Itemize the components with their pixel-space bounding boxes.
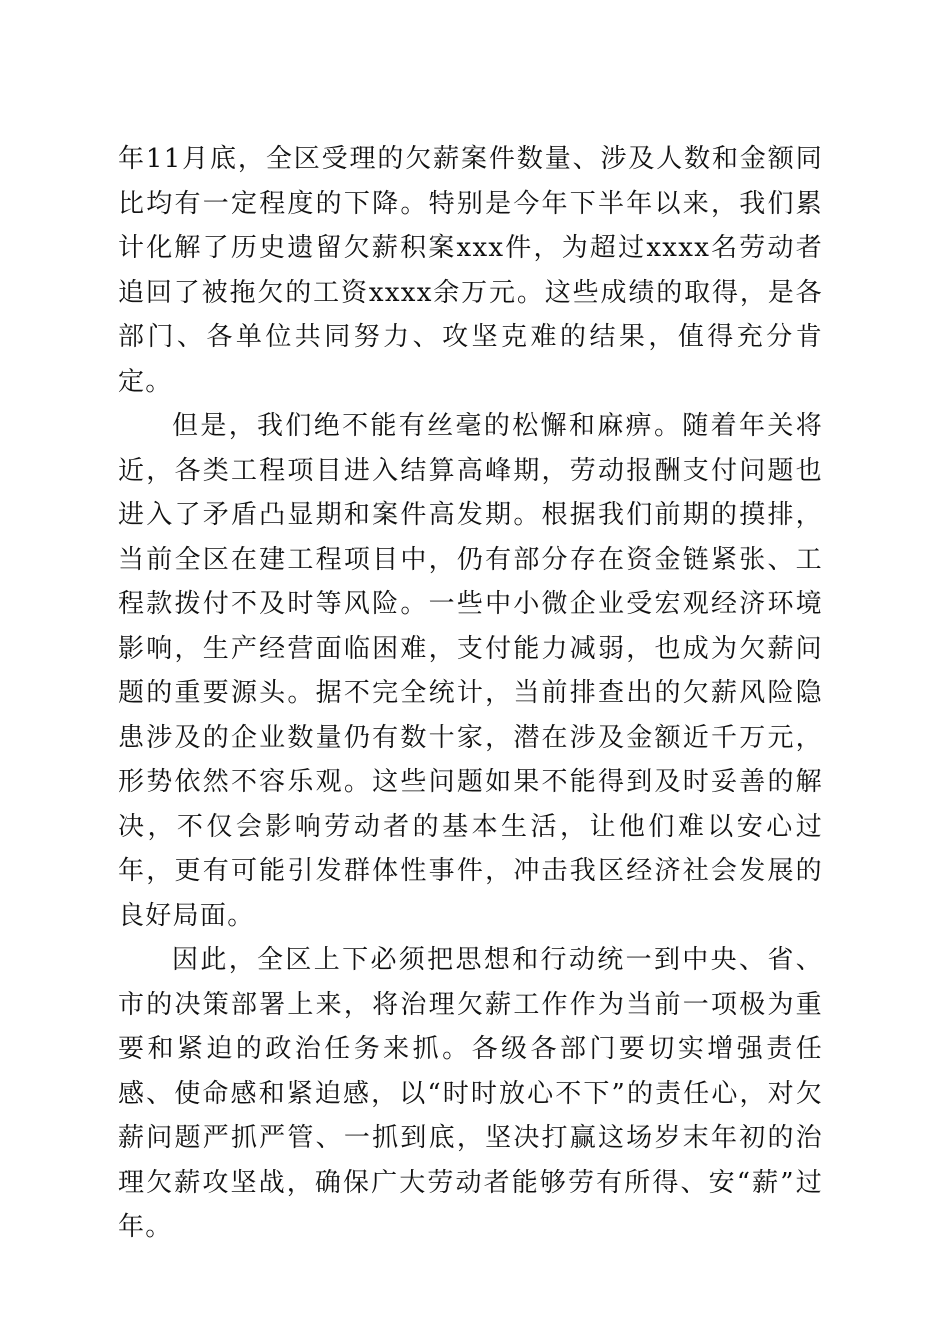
paragraph-continued: 年11月底，全区受理的欠薪案件数量、涉及人数和金额同比均有一定程度的下降。特别是今年下半年以来，我们累计化解了历史遗留欠薪积案xxx件，为超过xxxx名劳动者追回了被拖欠的工资xxxx余万元。这些成绩的取得，是各部门、各单位共同努力、攻坚克难的结果，值得充分肯定。 [118,144,823,397]
paragraph-risk-analysis: 但是，我们绝不能有丝毫的松懈和麻痹。随着年关将近，各类工程项目进入结算高峰期，劳动报酬支付问题也进入了矛盾凸显期和案件高发期。根据我们前期的摸排，当前全区在建工程项目中，仍有部分存在资金链紧张、工程款拨付不及时等风险。一些中小微企业受宏观经济环境影响，生产经营面临困难，支付能力减弱，也成为欠薪问题的重要源头。据不完全统计，当前排查出的欠薪风险隐患涉及的企业数量仍有数十家，潜在涉及金额近千万元，形势依然不容乐观。这些问题如果不能得到及时妥善的解决，不仅会影响劳动者的基本生活，让他们难以安心过年，更有可能引发群体性事件，冲击我区经济社会发展的良好局面。 [118,411,823,931]
paragraph-conclusion: 因此，全区上下必须把思想和行动统一到中央、省、市的决策部署上来，将治理欠薪工作作为当前一项极为重要和紧迫的政治任务来抓。各级各部门要切实增强责任感、使命感和紧迫感，以“时时放心不下”的责任心，对欠薪问题严抓严管、一抓到底，坚决打赢这场岁末年初的治理欠薪攻坚战，确保广大劳动者能够劳有所得、安“薪”过年。 [118,945,823,1242]
document-body [118,137,823,1250]
